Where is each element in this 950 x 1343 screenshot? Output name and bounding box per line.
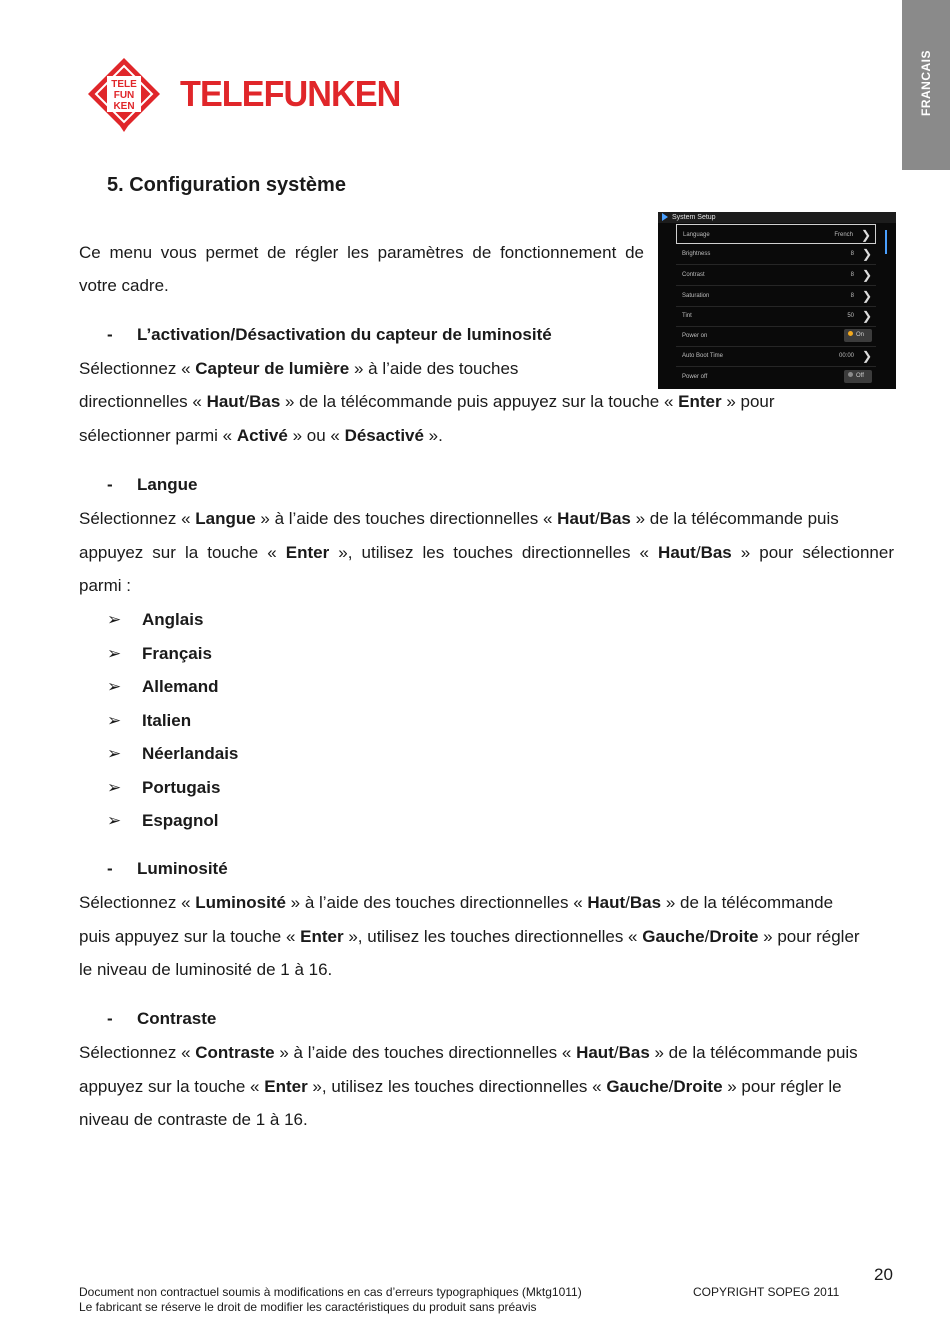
subsection-title-light-sensor	[107, 325, 552, 345]
chevron-right-icon: ❯	[861, 349, 872, 363]
text: appuyez sur la touche «	[79, 1077, 265, 1096]
row-value: 8	[850, 293, 854, 299]
text: » à l’aide des touches	[349, 359, 519, 378]
power-off-toggle	[844, 370, 872, 383]
language-name: Néerlandais	[142, 744, 239, 763]
text: sélectionner parmi «	[79, 426, 237, 445]
keyword: Bas	[618, 1043, 650, 1062]
screen-row-power-on	[676, 326, 876, 347]
contrast-line-1	[79, 1036, 858, 1070]
page-number: 20	[874, 1265, 893, 1284]
text: » à l’aide des touches directionnelles «	[274, 1043, 577, 1062]
text: » à l’aide des touches directionnelles «	[285, 893, 588, 912]
text: /	[668, 1077, 674, 1096]
list-item	[107, 670, 238, 704]
row-label: Auto Boot Time	[682, 353, 724, 359]
keyword: Haut	[587, 893, 626, 912]
text: /	[244, 392, 250, 411]
chevron-right-icon: ❯	[861, 247, 872, 261]
text: », utilisez les touches directionnelles «	[343, 927, 643, 946]
arrow-bullet-icon: ➢	[107, 610, 122, 629]
system-setup-screenshot	[658, 212, 896, 389]
row-label: Power on	[682, 333, 708, 339]
row-label: Saturation	[682, 293, 710, 299]
text: ».	[423, 426, 443, 445]
screen-row-saturation	[676, 286, 876, 307]
list-item	[107, 704, 238, 738]
keyword: Luminosité	[195, 893, 286, 912]
list-item	[107, 603, 238, 637]
row-value: 50	[847, 313, 854, 319]
keyword: Haut	[557, 509, 595, 528]
screen-row-contrast	[676, 265, 876, 286]
screen-title: System Setup	[672, 214, 716, 221]
screen-row-language	[676, 224, 876, 244]
keyword: Haut	[658, 543, 696, 562]
text: » de la télécommande puis	[649, 1043, 858, 1062]
bullet-dash: -	[107, 325, 113, 344]
toggle-value: Off	[856, 373, 864, 379]
chevron-right-icon: ❯	[860, 228, 871, 242]
chevron-right-icon: ❯	[861, 309, 872, 323]
emblem-line-1: TELE	[111, 79, 137, 90]
arrow-bullet-icon: ➢	[107, 643, 122, 663]
screen-scrollbar	[885, 230, 887, 254]
text: » de la télécommande puis appuyez sur la touche «	[280, 392, 679, 411]
arrow-bullet-icon: ➢	[107, 777, 122, 797]
text: directionnelles «	[79, 392, 207, 411]
arrow-bullet-icon: ➢	[107, 811, 122, 830]
keyword: Droite	[709, 927, 759, 946]
chevron-right-icon: ❯	[861, 268, 872, 282]
contrast-line-2	[79, 1070, 842, 1104]
light-sensor-line-2	[79, 385, 775, 419]
text: » pour régler	[758, 927, 860, 946]
text: /	[704, 927, 710, 946]
light-sensor-line-1	[79, 352, 518, 386]
arrow-bullet-icon: ➢	[107, 710, 122, 730]
keyword: Gauche	[642, 927, 705, 946]
keyword: Bas	[599, 509, 631, 528]
keyword: Gauche	[606, 1077, 669, 1096]
keyword: Bas	[629, 893, 662, 912]
subsection-title-text: Langue	[137, 475, 198, 494]
row-label: Contrast	[682, 272, 705, 278]
keyword: Désactivé	[344, 426, 424, 445]
keyword: Capteur de lumière	[195, 359, 350, 378]
keyword: Bas	[249, 392, 281, 411]
toggle-value: On	[856, 332, 865, 338]
section-title: 5. Configuration système	[107, 174, 346, 196]
language-list	[107, 603, 238, 838]
brightness-line-1	[79, 886, 833, 920]
screen-row-power-off	[676, 367, 876, 387]
subsection-title-text: Contraste	[137, 1009, 217, 1028]
keyword: Langue	[195, 509, 256, 528]
subsection-title-text: Luminosité	[137, 859, 228, 878]
text: /	[594, 509, 600, 528]
footer-line-2: Le fabricant se réserve le droit de modifier les caractéristiques du produit sans préavis	[79, 1300, 537, 1314]
screen-header	[658, 212, 896, 223]
intro-line-2: votre cadre.	[79, 276, 169, 295]
language-name: Italien	[142, 710, 192, 730]
keyword: Enter	[285, 543, 330, 562]
text: » ou «	[287, 426, 345, 445]
row-value: 8	[850, 272, 854, 278]
emblem-line-2: FUN	[113, 90, 135, 101]
row-label: Brightness	[682, 251, 711, 257]
text: » pour régler le	[722, 1077, 842, 1096]
screen-row-auto-boot-time	[676, 346, 876, 367]
arrow-bullet-icon: ➢	[107, 677, 122, 696]
row-label: Tint	[682, 313, 692, 319]
text: puis appuyez sur la touche «	[79, 927, 301, 946]
bullet-dash: -	[107, 475, 113, 494]
bullet-dash: -	[107, 859, 113, 878]
list-item	[107, 804, 238, 838]
text: /	[613, 1043, 619, 1062]
text: » à l’aide des touches directionnelles «	[255, 509, 558, 528]
row-label: Power off	[682, 374, 708, 380]
emblem-line-3: KEN	[113, 101, 135, 112]
brightness-line-3: le niveau de luminosité de 1 à 16.	[79, 960, 333, 979]
subsection-title-text: L’activation/Désactivation du capteur de luminosité	[137, 325, 552, 344]
subsection-title-brightness	[107, 859, 228, 879]
text: /	[695, 543, 701, 562]
keyword: Contraste	[195, 1043, 275, 1062]
text: Sélectionnez «	[79, 1043, 196, 1062]
language-name: Anglais	[142, 610, 204, 629]
subsection-title-contrast	[107, 1009, 216, 1029]
row-value: 00:00	[838, 353, 854, 359]
text: Sélectionnez «	[79, 509, 196, 528]
text: » pour	[721, 392, 775, 411]
screen-row-brightness	[676, 244, 876, 265]
row-value: 8	[850, 251, 854, 257]
subsection-title-language	[107, 475, 197, 495]
toggle-dot-icon	[848, 372, 853, 377]
row-label: Language	[683, 232, 710, 238]
text: » pour sélectionner	[731, 543, 894, 562]
side-tab-label: FRANCAIS	[919, 50, 933, 116]
keyword: Enter	[300, 927, 344, 946]
brand-wordmark: TELEFUNKEN	[180, 73, 401, 114]
text: Sélectionnez «	[79, 359, 196, 378]
keyword: Enter	[264, 1077, 308, 1096]
telefunken-logo	[86, 56, 416, 136]
bullet-dash: -	[107, 1009, 113, 1028]
language-name: Portugais	[142, 777, 221, 797]
text: appuyez sur la touche «	[79, 543, 286, 562]
brightness-line-2	[79, 920, 860, 954]
keyword: Droite	[673, 1077, 723, 1096]
toggle-dot-icon	[848, 331, 853, 336]
text: », utilisez les touches directionnelles «	[329, 543, 659, 562]
intro-line-1: Ce menu vous permet de régler les paramètres de fonctionnement de	[79, 243, 644, 262]
text: » de la télécommande puis	[630, 509, 839, 528]
screen-row-tint	[676, 306, 876, 327]
keyword: Enter	[678, 392, 722, 411]
list-item	[107, 637, 238, 671]
list-item	[107, 771, 238, 805]
light-sensor-line-3	[79, 419, 443, 453]
play-icon	[662, 213, 668, 221]
language-line-3: parmi :	[79, 576, 131, 595]
language-name: Espagnol	[142, 811, 219, 830]
language-side-tab	[902, 0, 950, 170]
text: » de la télécommande	[661, 893, 834, 912]
row-value: French	[834, 232, 853, 238]
footer-line-1: Document non contractuel soumis à modifications en cas d’erreurs typographiques (Mktg1011)	[79, 1285, 582, 1299]
arrow-bullet-icon: ➢	[107, 744, 122, 763]
list-item	[107, 737, 238, 771]
keyword: Bas	[700, 543, 732, 562]
language-line-2	[79, 536, 894, 570]
keyword: Haut	[206, 392, 245, 411]
telefunken-emblem-icon	[86, 56, 162, 134]
text: /	[625, 893, 630, 912]
power-on-toggle	[844, 329, 872, 342]
contrast-line-3: niveau de contraste de 1 à 16.	[79, 1110, 308, 1129]
text: Sélectionnez «	[79, 893, 196, 912]
text: », utilisez les touches directionnelles «	[307, 1077, 607, 1096]
keyword: Activé	[236, 426, 288, 445]
chevron-right-icon: ❯	[861, 289, 872, 303]
language-name: Français	[142, 643, 212, 663]
footer-copyright: COPYRIGHT SOPEG 2011	[693, 1285, 840, 1299]
language-name: Allemand	[142, 677, 219, 696]
keyword: Haut	[576, 1043, 614, 1062]
language-line-1	[79, 502, 894, 536]
